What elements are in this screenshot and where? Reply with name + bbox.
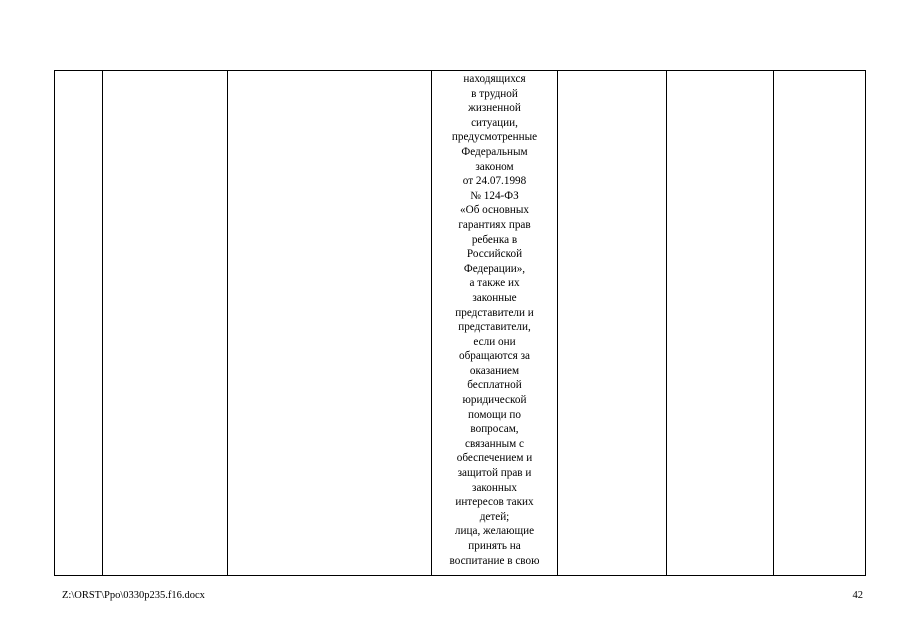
cell-text-line: законных bbox=[472, 481, 517, 494]
cell-text-line: юридической bbox=[462, 394, 527, 407]
cell-text-line: Федерации», bbox=[463, 262, 526, 275]
cell-text-line: № 124-ФЗ bbox=[470, 189, 519, 202]
recipient-category-text bbox=[432, 71, 557, 568]
cell-text-line: от 24.07.1998 bbox=[462, 175, 527, 188]
page-number: 42 bbox=[852, 590, 863, 601]
table-cell-number bbox=[55, 71, 103, 576]
cell-text-line: а также их bbox=[469, 277, 520, 290]
cell-text-line: представители, bbox=[458, 321, 531, 334]
cell-text-line: оказанием bbox=[469, 364, 520, 377]
cell-text-line: интересов таких bbox=[455, 496, 534, 509]
cell-text-line: в трудной bbox=[471, 87, 518, 100]
cell-text-line: Федеральным bbox=[461, 145, 528, 158]
cell-text-line: ситуации, bbox=[471, 116, 518, 129]
table-cell-column-7 bbox=[774, 71, 866, 576]
cell-text-line: ребенка в bbox=[471, 233, 518, 246]
cell-text-line: обеспечением и bbox=[456, 452, 533, 465]
table-cell-recipient-category bbox=[432, 71, 558, 576]
footer-file-path: Z:\ORST\Ppo\0330p235.f16.docx bbox=[62, 590, 205, 601]
cell-text-line: гарантиях прав bbox=[458, 218, 531, 231]
cell-text-line: вопросам, bbox=[470, 423, 519, 436]
table-cell-column-6 bbox=[667, 71, 774, 576]
cell-text-line: законом bbox=[475, 160, 514, 173]
table-cell-column-5 bbox=[558, 71, 667, 576]
table-cell-column-3 bbox=[228, 71, 432, 576]
cell-text-line: если они bbox=[473, 335, 516, 348]
cell-text-line: защитой прав и bbox=[457, 467, 532, 480]
cell-text-line: помощи по bbox=[467, 408, 522, 421]
cell-text-line: бесплатной bbox=[467, 379, 522, 392]
cell-text-line: жизненной bbox=[468, 102, 521, 115]
cell-text-line: законные bbox=[472, 291, 517, 304]
cell-text-line: лица, желающие bbox=[454, 525, 535, 538]
table-row bbox=[55, 71, 866, 576]
cell-text-line: представители и bbox=[455, 306, 534, 319]
document-table bbox=[54, 70, 866, 576]
cell-text-line: предусмотренные bbox=[451, 131, 538, 144]
cell-text-line: обращаются за bbox=[459, 350, 530, 363]
cell-text-line: находящихся bbox=[463, 73, 526, 85]
cell-text-line: принять на bbox=[468, 540, 521, 552]
cell-text-line: Российской bbox=[466, 248, 523, 261]
cell-text-line: воспитание в свою bbox=[449, 554, 540, 567]
cell-text-line: детей; bbox=[479, 510, 510, 523]
table-cell-column-2 bbox=[103, 71, 228, 576]
cell-text-line: связанным с bbox=[465, 437, 524, 450]
cell-text-line: «Об основных bbox=[460, 204, 529, 217]
